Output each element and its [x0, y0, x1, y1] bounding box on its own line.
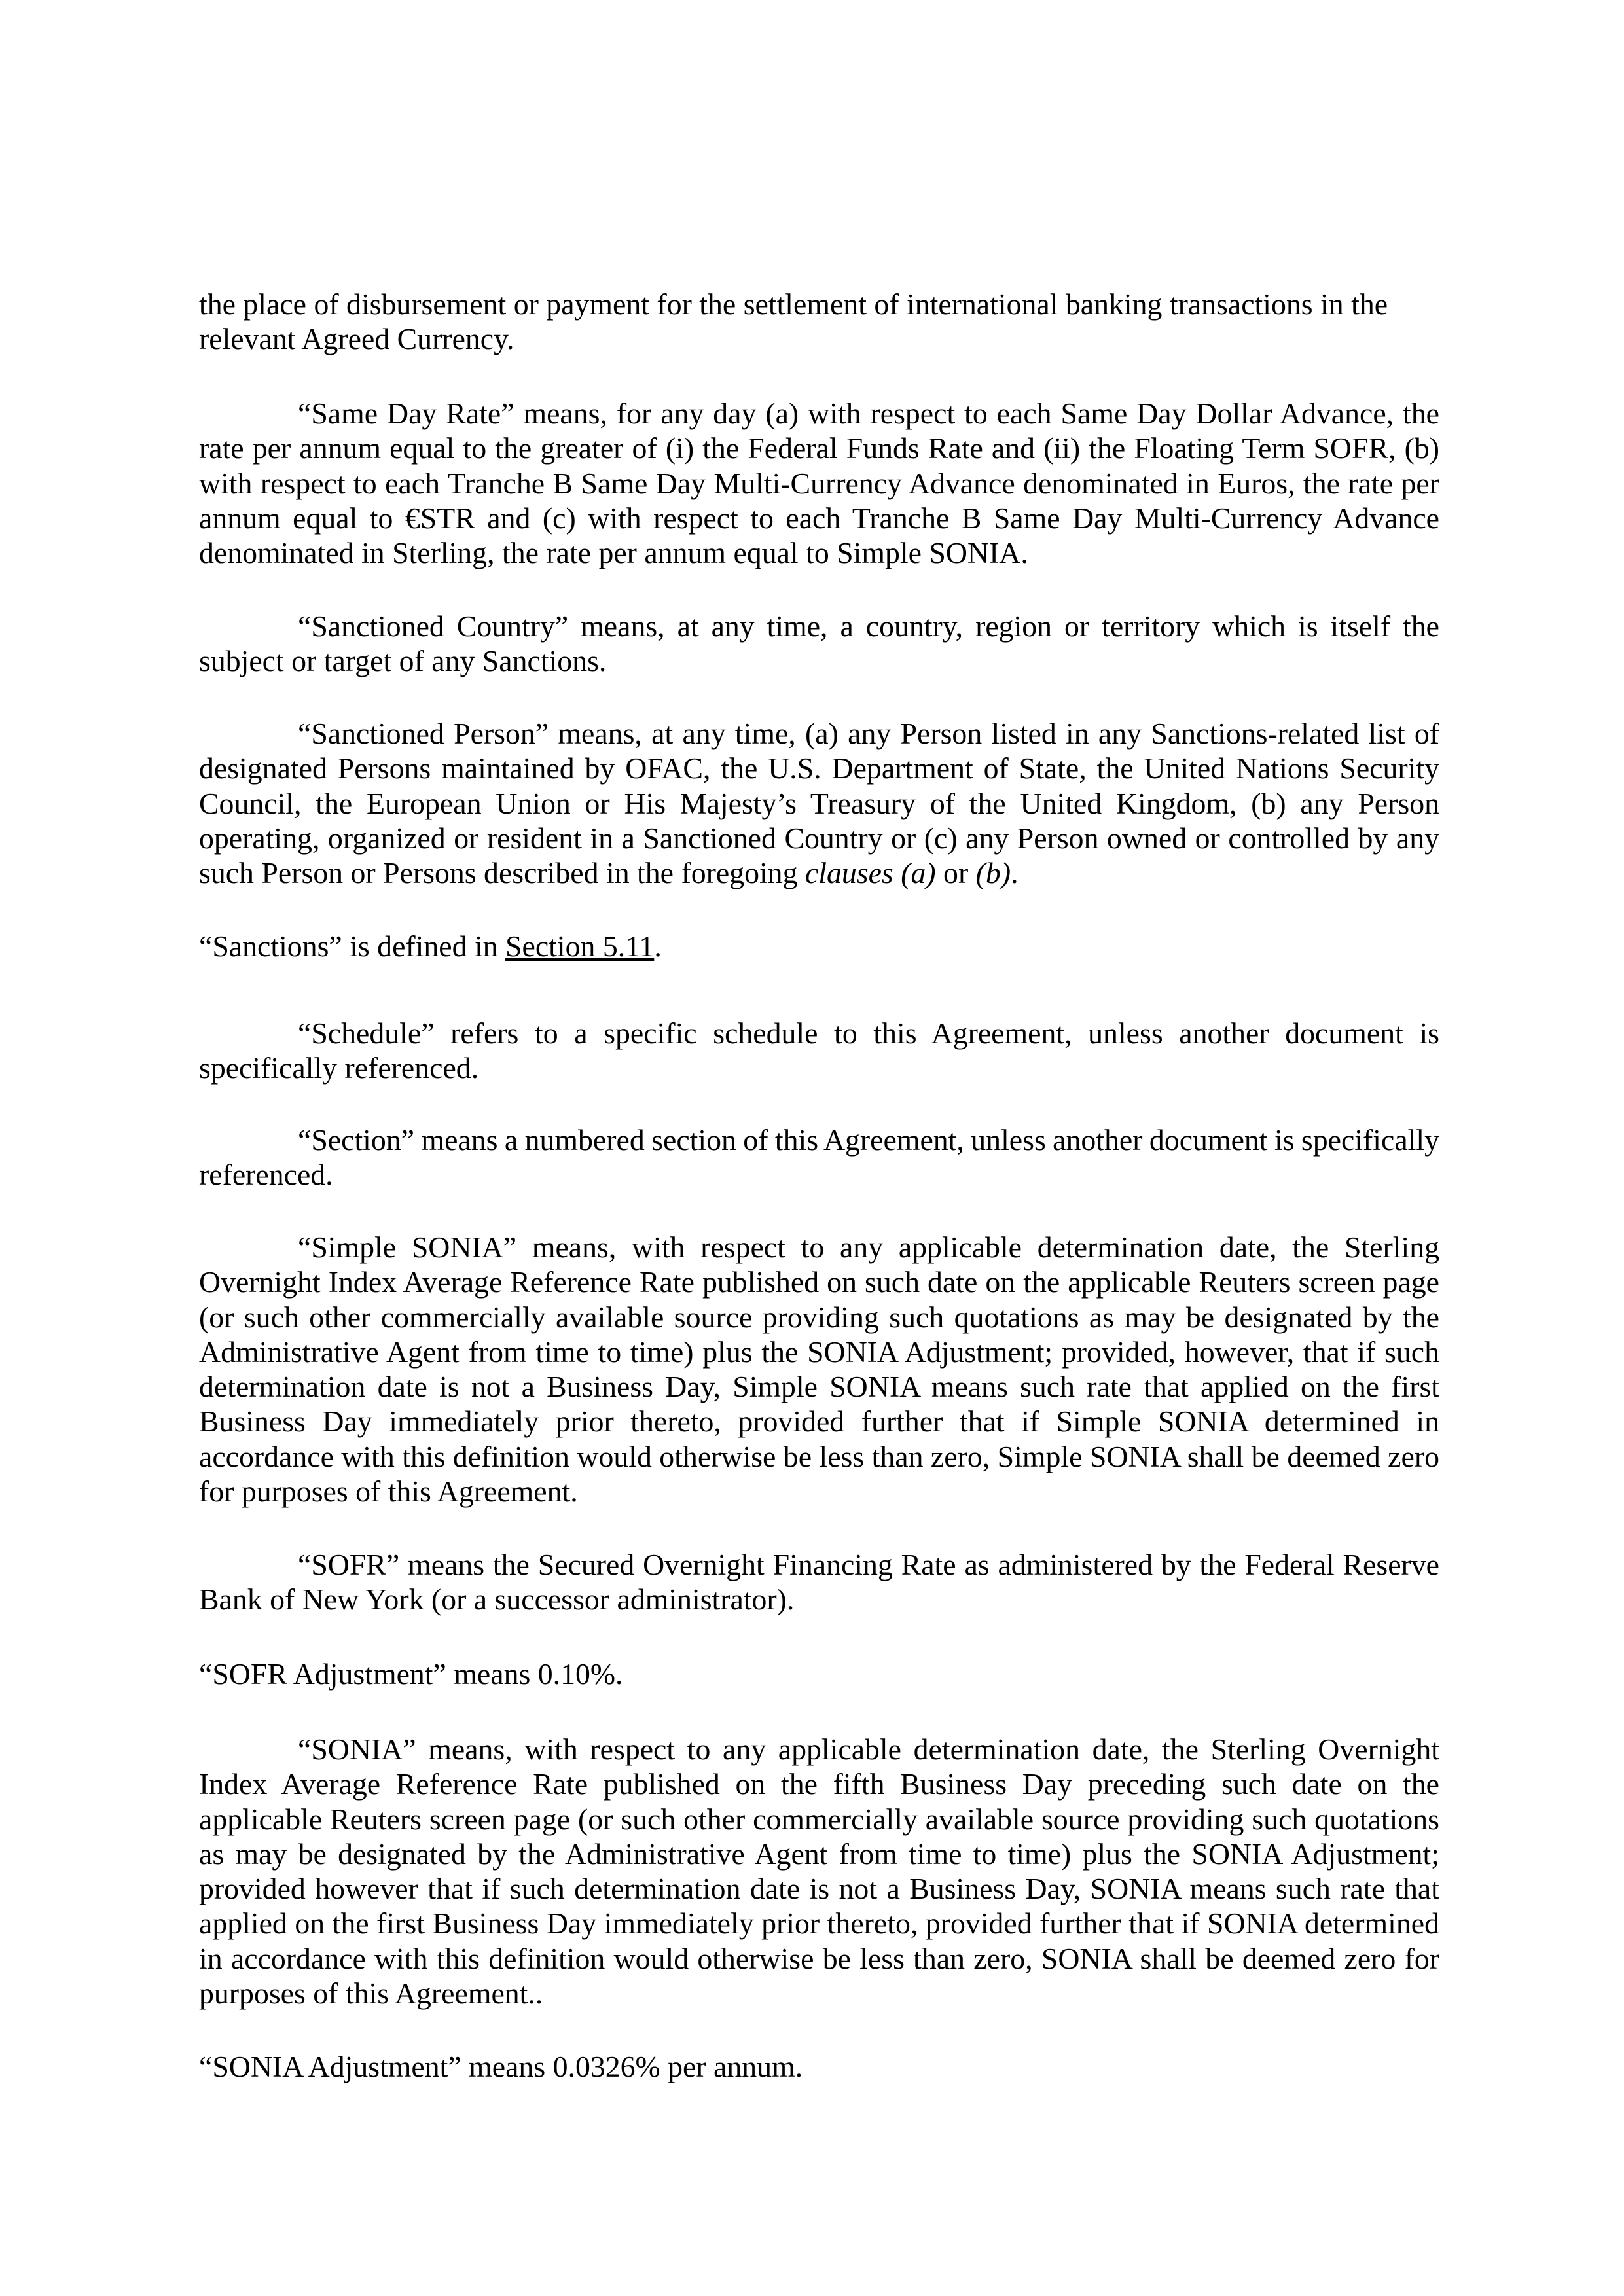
- text-line: “Sanctioned Country” means, at any time, a country, region or territory which is itself the: [298, 609, 1439, 643]
- text-line: with respect to each Tranche B Same Day Multi-Currency Advance denominated in Euros, the rate per: [199, 466, 1439, 500]
- text-line: provided however that if such determination date is not a Business Day, SONIA means such rate that: [199, 1872, 1439, 1906]
- text-line: designated Persons maintained by OFAC, the U.S. Department of State, the United Nations Security: [199, 751, 1439, 785]
- text-line: subject or target of any Sanctions.: [199, 644, 607, 678]
- definition-sanctions: [199, 929, 1439, 963]
- definition-sonia: [199, 1732, 1439, 2011]
- text-line: “Sanctioned Person” means, at any time, (a) any Person listed in any Sanctions-related list of: [298, 717, 1439, 750]
- text-line: accordance with this definition would otherwise be less than zero, Simple SONIA shall be deemed zero: [199, 1439, 1439, 1473]
- text-line: rate per annum equal to the greater of (i) the Federal Funds Rate and (ii) the Floating Term SOFR, (b): [199, 431, 1439, 465]
- text-line: “Same Day Rate” means, for any day (a) with respect to each Same Day Dollar Advance, the: [298, 397, 1439, 430]
- text-line: as may be designated by the Administrative Agent from time to time) plus the SONIA Adjustment;: [199, 1837, 1439, 1871]
- text-segment: “Sanctions” is defined in: [199, 929, 506, 963]
- text-line: [199, 929, 1439, 963]
- text-line: for purposes of this Agreement.: [199, 1475, 578, 1509]
- text-line: “SONIA” means, with respect to any applicable determination date, the Sterling Overnight: [298, 1732, 1439, 1766]
- text-line: Overnight Index Average Reference Rate published on such date on the applicable Reuters screen page: [199, 1265, 1439, 1299]
- text-line: the place of disbursement or payment for the settlement of international banking transactions in the: [199, 287, 1388, 321]
- text-line: in accordance with this definition would otherwise be less than zero, SONIA shall be deemed zero for: [199, 1941, 1439, 1975]
- italic-clause-reference: (b): [975, 856, 1011, 890]
- text-segment: or: [935, 856, 976, 890]
- text-line: Council, the European Union or His Majesty’s Treasury of the United Kingdom, (b) any Person: [199, 786, 1439, 820]
- text-line: Business Day immediately prior thereto, provided further that if Simple SONIA determined in: [199, 1405, 1439, 1439]
- text-line: operating, organized or resident in a Sanctioned Country or (c) any Person owned or controlled by any: [199, 821, 1439, 855]
- text-line: annum equal to €STR and (c) with respect to each Tranche B Same Day Multi-Currency Advance: [199, 501, 1439, 535]
- text-segment: such Person or Persons described in the foregoing: [199, 856, 805, 890]
- definition-sonia-adjustment: [199, 2049, 1439, 2084]
- text-line: [199, 855, 1439, 890]
- text-line: “Section” means a numbered section of this Agreement, unless another document is specifically: [298, 1123, 1439, 1157]
- text-line: applied on the first Business Day immediately prior thereto, provided further that if SONIA determined: [199, 1907, 1439, 1941]
- definition-sanctioned-person: [199, 716, 1439, 890]
- text-line: relevant Agreed Currency.: [199, 322, 514, 356]
- section-cross-reference: Section 5.11: [505, 929, 655, 963]
- text-segment: .: [1011, 856, 1019, 890]
- text-line: referenced.: [199, 1158, 333, 1192]
- definition-schedule: [199, 1016, 1439, 1086]
- italic-clause-reference: clauses (a): [804, 856, 936, 890]
- text-line: “Simple SONIA” means, with respect to any applicable determination date, the Sterling: [298, 1230, 1439, 1264]
- text-line: specifically referenced.: [199, 1051, 479, 1085]
- text-line: “Schedule” refers to a specific schedule to this Agreement, unless another document is: [298, 1016, 1439, 1050]
- text-line: “SOFR Adjustment” means 0.10%.: [199, 1657, 623, 1691]
- text-line: applicable Reuters screen page (or such other commercially available source providing such quotations: [199, 1802, 1439, 1836]
- definition-sanctioned-country: [199, 609, 1439, 679]
- definition-same-day-rate: [199, 396, 1439, 570]
- text-line: “SONIA Adjustment” means 0.0326% per annum.: [199, 2050, 803, 2083]
- text-line: purposes of this Agreement..: [199, 1977, 543, 2011]
- definition-simple-sonia: [199, 1230, 1439, 1509]
- text-line: denominated in Sterling, the rate per annum equal to Simple SONIA.: [199, 536, 1028, 570]
- text-line: Administrative Agent from time to time) plus the SONIA Adjustment; provided, however, that if such: [199, 1335, 1439, 1369]
- text-line: Bank of New York (or a successor administrator).: [199, 1583, 795, 1617]
- text-line: (or such other commercially available source providing such quotations as may be designated by the: [199, 1300, 1439, 1334]
- text-segment: .: [654, 929, 662, 963]
- definition-sofr-adjustment: [199, 1657, 1439, 1691]
- definition-sofr: [199, 1547, 1439, 1617]
- continuation-paragraph: [199, 287, 1439, 357]
- text-line: “SOFR” means the Secured Overnight Financing Rate as administered by the Federal Reserve: [298, 1548, 1439, 1581]
- definition-section: [199, 1122, 1439, 1193]
- text-line: Index Average Reference Rate published on the fifth Business Day preceding such date on the: [199, 1767, 1439, 1801]
- text-line: determination date is not a Business Day, Simple SONIA means such rate that applied on the first: [199, 1370, 1439, 1404]
